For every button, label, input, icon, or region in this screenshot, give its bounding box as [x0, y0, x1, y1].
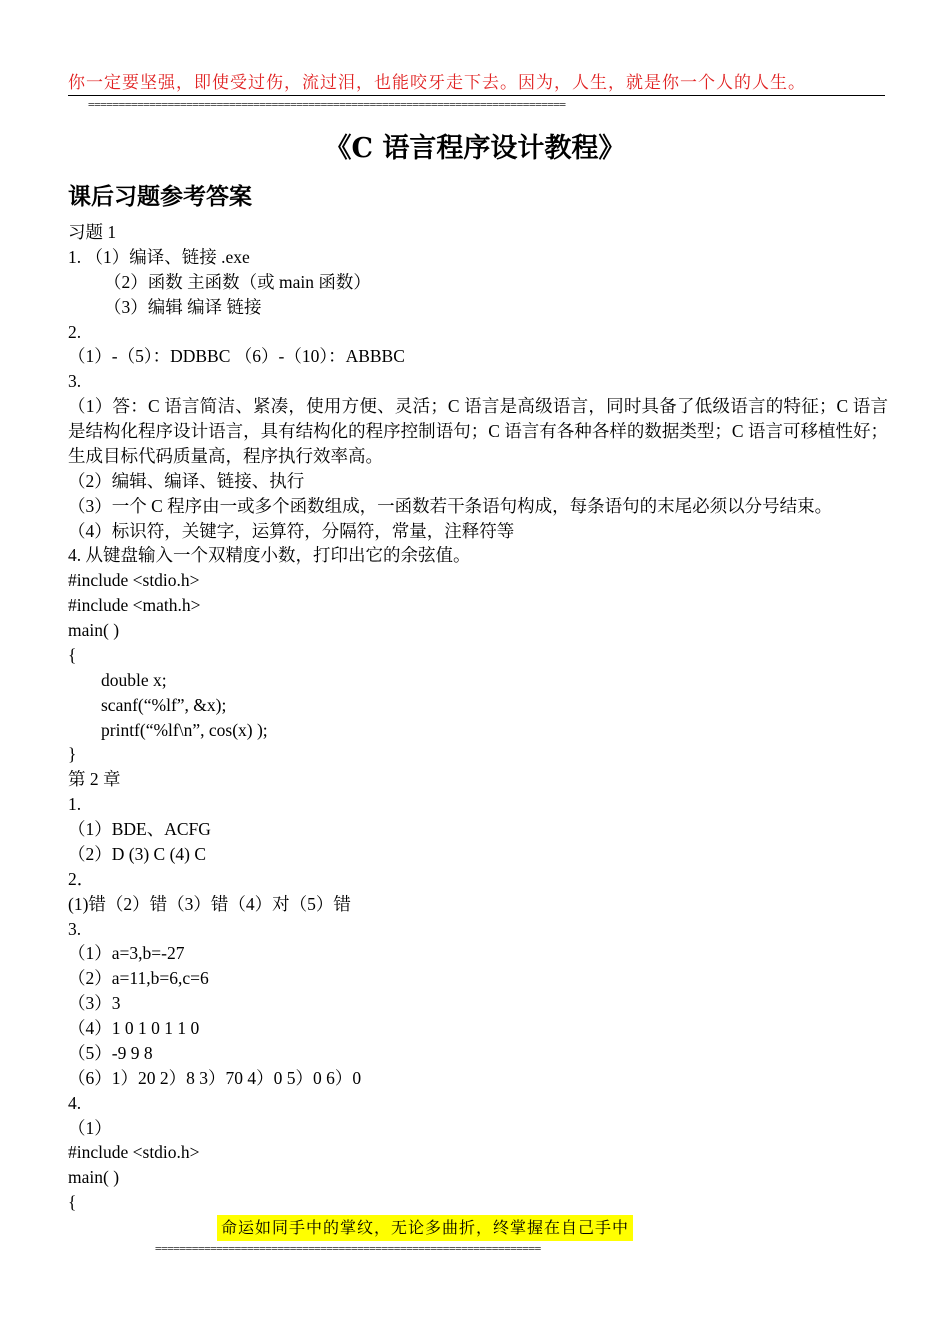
code-line: #include <stdio.h>: [68, 1142, 200, 1163]
header-motto: 你一定要坚强，即使受过伤，流过泪，也能咬牙走下去。因为，人生，就是你一个人的人生。: [68, 73, 806, 93]
answer-line: （4）1 0 1 0 1 1 0: [68, 1018, 200, 1038]
question-number: 4.: [68, 1092, 82, 1113]
question-number: 1.: [68, 794, 82, 815]
answer-line: 4. 从键盘输入一个双精度小数，打印出它的余弦值。: [68, 545, 471, 566]
chapter-heading: 习题 1: [68, 222, 117, 242]
answer-line: （5）-9 9 8: [68, 1042, 153, 1063]
code-line: main( ): [68, 620, 120, 640]
answer-content: [68, 220, 888, 1215]
top-separator: ==============================================================================: [88, 98, 566, 111]
question-number: 2.: [68, 321, 82, 342]
question-number: 3.: [68, 371, 82, 392]
code-line: printf(“%lf\n”, cos(x) );: [101, 719, 268, 740]
answer-line: （3）一个 C 程序由一或多个函数组成，一函数若干条语句构成，每条语句的末尾必须以分号结束。: [68, 495, 833, 516]
code-line: #include <stdio.h>: [68, 570, 200, 591]
answer-line: （3）3: [68, 993, 121, 1014]
chapter-heading: 第 2 章: [68, 769, 121, 790]
answer-line: 1. （1）编译、链接 .exe: [68, 246, 250, 267]
answer-line: （2）编辑、编译、链接、执行: [68, 470, 305, 491]
answer-line: （1）-（5）：DDBBC （6）-（10）：ABBBC: [68, 346, 405, 367]
document-title: 《C 语言程序设计教程》: [324, 133, 626, 164]
answer-line: （1）: [68, 1117, 112, 1138]
code-line: main( ): [68, 1167, 120, 1188]
code-line: #include <math.h>: [68, 595, 201, 616]
code-line: {: [68, 644, 77, 665]
answer-line: （2）D (3) C (4) C: [68, 843, 207, 864]
answer-paragraph: （1）答：C 语言简洁、紧凑，使用方便、灵活；C 语言是高级语言，同时具备了低级语言的特征；C 语言是结构化程序设计语言，具有结构化的程序控制语句；C 语言有各种各样的数据类型；C 语言可移植性好；生成目标代码质量高，程序执行效率高。: [68, 396, 888, 466]
answer-line: （3）编辑 编译 链接: [104, 296, 262, 317]
header-rule: [68, 95, 885, 96]
section-subtitle: 课后习题参考答案: [68, 183, 252, 210]
code-line: }: [68, 744, 77, 765]
answer-line: （4）标识符，关键字，运算符，分隔符，常量，注释符等: [68, 520, 515, 541]
question-number: 2．: [68, 868, 95, 889]
answer-line: （2）函数 主函数（或 main 函数）: [104, 271, 371, 292]
code-line: scanf(“%lf”, &x);: [101, 694, 227, 715]
answer-line: (1)错（2）错（3）错（4）对（5）错: [68, 893, 351, 914]
answer-line: （1）BDE、ACFG: [68, 819, 211, 839]
answer-line: （2）a=11,b=6,c=6: [68, 968, 209, 989]
answer-line: （1）a=3,b=-27: [68, 943, 185, 964]
answer-line: （6）1）20 2）8 3）70 4）0 5）0 6）0: [68, 1067, 362, 1088]
question-number: 3.: [68, 918, 82, 939]
code-line: double x;: [101, 669, 167, 690]
code-line: {: [68, 1192, 77, 1213]
bottom-separator: ===============================================================: [155, 1242, 541, 1255]
footer-motto: 命运如同手中的掌纹，无论多曲折，终掌握在自己手中: [217, 1215, 633, 1241]
